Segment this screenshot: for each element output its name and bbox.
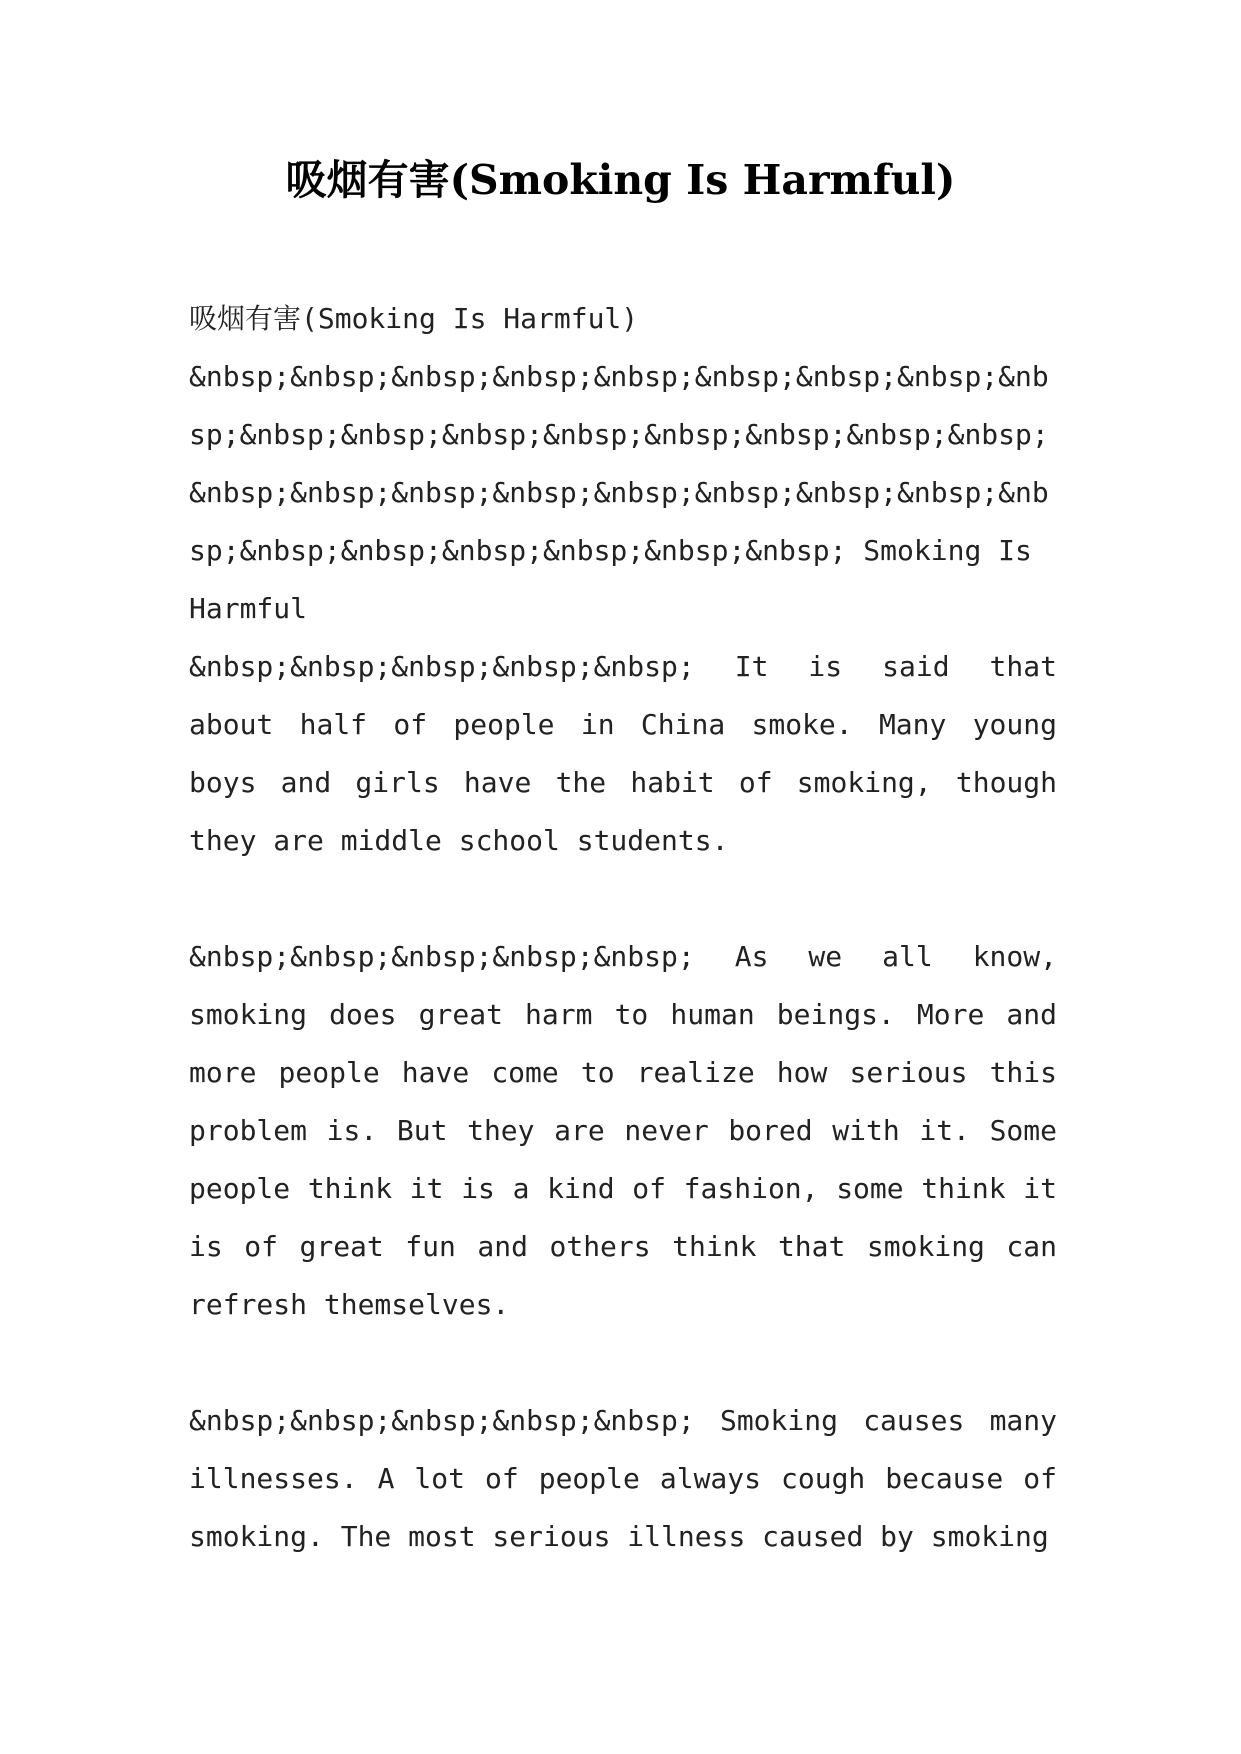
document-subheading: 吸烟有害(Smoking Is Harmful): [189, 302, 639, 335]
paragraph-1: &nbsp;&nbsp;&nbsp;&nbsp;&nbsp; It is said that about half of people in China smoke. Many young boys and girls have the habit of smoking, though they are middle school students.: [189, 650, 1057, 857]
document-title: 吸烟有害(Smoking Is Harmful): [285, 156, 956, 204]
paragraph-2: &nbsp;&nbsp;&nbsp;&nbsp;&nbsp; As we all know, smoking does great harm to human beings. More and more people have come to realize how serious this problem is. But they are never bored with it. Some people think it is a kind of fashion, some think it is of great fun and others think that smoking can refresh themselves.: [189, 940, 1057, 1321]
paragraph-3: &nbsp;&nbsp;&nbsp;&nbsp;&nbsp; Smoking causes many illnesses. A lot of people always cough because of smoking. The most serious illness caused by smoking: [189, 1404, 1057, 1553]
nbsp-heading-line: &nbsp;&nbsp;&nbsp;&nbsp;&nbsp;&nbsp;&nbsp;&nbsp;&nbsp;&nbsp;&nbsp;&nbsp;&nbsp;&nbsp;&nbsp;&nbsp;&nbsp;&nbsp;&nbsp;&nbsp;&nbsp;&nbsp;&nbsp;&nbsp;&nbsp;&nbsp;&nbsp;&nbsp;&nbsp;&nbsp;&nbsp;&nbsp; Smoking Is Harmful: [189, 360, 1049, 625]
